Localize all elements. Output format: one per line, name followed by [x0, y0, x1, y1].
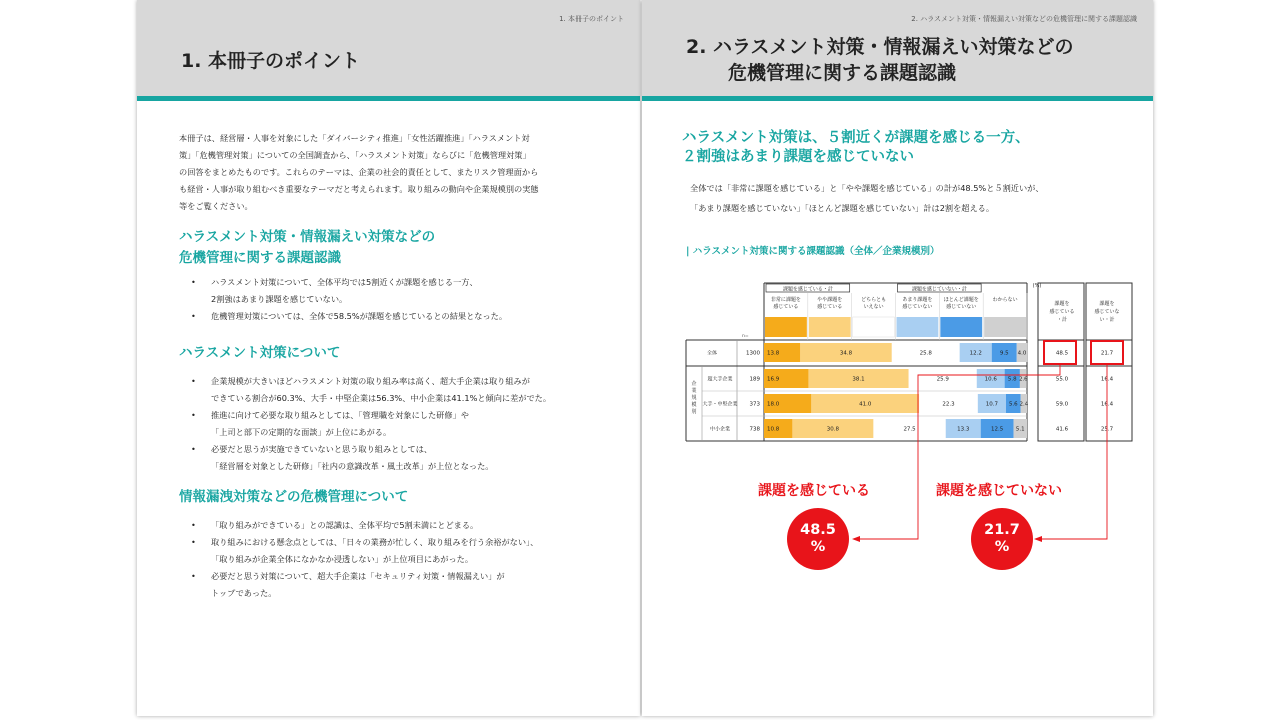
left-running-head: 1. 本冊子のポイント — [559, 15, 624, 23]
intro-line: 等をご覧ください。 — [179, 201, 253, 211]
heading-line: 危機管理に関する課題認識 — [179, 250, 341, 266]
category-label: 中小企業 — [709, 426, 731, 433]
left-page — [137, 0, 640, 716]
group-header-label: 課題を感じていない・計 — [911, 286, 967, 293]
list-item — [191, 274, 611, 308]
section-heading-harassment — [179, 343, 619, 364]
title-line: 2. ハラスメント対策・情報漏えい対策などの — [686, 36, 1074, 58]
series-header-label: いえない — [863, 304, 884, 310]
n-value: 373 — [749, 401, 760, 408]
data-label: 10.8 — [767, 426, 780, 433]
summary-header-label: 感じていな — [1094, 309, 1120, 315]
lead-line: 「あまり課題を感じていない」「ほとんど課題を感じていない」計は2割を超える。 — [690, 203, 995, 213]
connector-line — [1040, 364, 1107, 539]
data-label: 34.8 — [839, 350, 853, 357]
bullet-list-risk-management — [191, 274, 611, 325]
data-label: 5.1 — [1015, 426, 1025, 433]
summary-header-label: 課題を — [1054, 301, 1070, 307]
data-label: 16.9 — [767, 376, 780, 383]
intro-line: の回答をまとめたものです。これらのテーマは、企業の社会的責任として、またリスク管理面から — [179, 167, 539, 177]
data-label: 25.9 — [936, 376, 949, 383]
stacked-bar-chart — [642, 0, 1153, 716]
section-heading-information-leak — [179, 487, 619, 508]
category-label: 全体 — [706, 350, 718, 357]
data-label: 25.8 — [919, 350, 932, 357]
intro-line: 本冊子は、経営層・人事を対象にした「ダイバーシティ推進」「女性活躍推進」「ハラスメント対 — [179, 133, 530, 143]
connector-arrowhead — [1034, 536, 1042, 542]
callout-label-concerned: 課題を感じている — [758, 483, 870, 499]
circle-value: 21.7 — [984, 522, 1020, 538]
connector-line — [860, 364, 1060, 539]
series-swatch — [765, 317, 807, 337]
bullet-line: トップであった。 — [211, 588, 277, 598]
bullet-line: 「取り組みが企業全体になかなか浸透しない」が上位項目にあがった。 — [211, 554, 474, 564]
bullet-line: • 必要だと思う対策について、超大手企業は「セキュリティ対策・情報漏えい」が — [211, 571, 505, 581]
bullet-line: 「上司と部下の定期的な面談」が上位にあがる。 — [211, 427, 392, 437]
n-value: 738 — [749, 426, 760, 433]
callout-label-not-concerned: 課題を感じていない — [936, 483, 1062, 499]
lead-line: 全体では「非常に課題を感じている」と「やや課題を感じている」の計が48.5%と５割近いが、 — [690, 183, 1044, 193]
summary-value: 59.0 — [1055, 401, 1069, 408]
chart-title: | ハラスメント対策に関する課題認識（全体／企業規模別） — [686, 246, 940, 257]
summary-value: 16.4 — [1100, 401, 1114, 408]
bullet-line: 2割強はあまり課題を感じていない。 — [211, 294, 348, 304]
section-heading-risk-management — [179, 227, 619, 269]
series-header-label: 非常に課題を — [770, 297, 801, 303]
list-item — [191, 568, 611, 602]
series-header-label: あまり課題を — [902, 297, 933, 303]
data-label: 12.2 — [969, 350, 982, 357]
data-label: 22.3 — [942, 401, 955, 408]
summary-header-label: 課題を — [1099, 301, 1115, 307]
data-label: 30.8 — [826, 426, 840, 433]
series-header-label: やや課題を — [817, 297, 843, 303]
circle-unit: % — [810, 539, 826, 555]
series-header-label: 感じている — [817, 304, 843, 310]
side-label-char: 企 — [691, 381, 697, 387]
category-label: 超大手企業 — [707, 376, 733, 383]
list-item — [191, 517, 611, 534]
circle-concerned-total — [787, 508, 849, 570]
bullet-list-harassment — [191, 373, 611, 475]
intro-line: も経営・人事が取り組むべき重要なテーマだと考えられます。取り組みの動向や企業規模別の実態 — [179, 184, 539, 194]
left-page-title: 1. 本冊子のポイント — [181, 50, 361, 72]
list-item — [191, 534, 611, 568]
data-label: 38.1 — [852, 376, 865, 383]
data-label: 5.6 — [1008, 401, 1018, 408]
data-label: 41.0 — [859, 401, 872, 408]
bullet-line: • 推進に向けて必要な取り組みとしては、「管理職を対象にした研修」や — [211, 410, 469, 420]
bullet-line: • 危機管理対策については、全体で58.5%が課題を感じているとの結果となった。 — [211, 311, 508, 321]
data-label: 13.8 — [767, 350, 780, 357]
list-item — [191, 407, 611, 441]
right-page — [642, 0, 1153, 716]
summary-value: 55.0 — [1055, 376, 1069, 383]
series-header-label: 感じていない — [946, 304, 977, 310]
right-running-head: 2. ハラスメント対策・情報漏えい対策などの危機管理に関する課題認識 — [911, 15, 1137, 23]
intro-line: 策」「危機管理対策」についての全国調査から、「ハラスメント対策」ならびに「危機管理対策」 — [179, 150, 531, 160]
circle-value: 48.5 — [800, 522, 836, 538]
data-label: 2.6 — [1018, 376, 1028, 383]
series-swatch — [809, 317, 851, 337]
summary-header-label: ・計 — [1056, 317, 1068, 323]
list-item — [191, 373, 611, 407]
data-label: 9.5 — [999, 350, 1009, 357]
summary-header-label: 感じている — [1049, 309, 1075, 315]
data-label: 10.6 — [984, 376, 997, 383]
series-header-label: どちらとも — [861, 297, 887, 303]
n-value: 1300 — [746, 350, 760, 357]
series-swatch — [984, 317, 1026, 337]
bullet-line: 「経営層を対象とした研修」「社内の意識改革・風土改革」が上位となった。 — [211, 461, 494, 471]
summary-value: 48.5 — [1055, 350, 1069, 357]
series-header-label: 感じている — [773, 304, 799, 310]
bullet-line: • 必要だと思うが実施できていないと思う取り組みとしては、 — [211, 444, 433, 454]
data-label: 18.0 — [767, 401, 780, 408]
n-value: 189 — [749, 376, 760, 383]
bullet-line: • 取り組みにおける懸念点としては、「日々の業務が忙しく、取り組みを行う余裕がない」、 — [211, 537, 539, 547]
bullet-line: • 「取り組みができている」との認識は、全体平均で5割未満にとどまる。 — [211, 520, 479, 530]
group-header-label: 課題を感じている・計 — [782, 286, 833, 293]
series-header-label: ほとんど課題を — [943, 297, 979, 303]
heading-line: ハラスメント対策・情報漏えい対策などの — [179, 229, 436, 245]
left-page-header — [137, 0, 640, 101]
category-label: 大手・中堅企業 — [702, 401, 738, 408]
data-label: 12.5 — [991, 426, 1004, 433]
heading-line: 情報漏洩対策などの危機管理について — [179, 489, 409, 505]
side-label-char: 業 — [691, 388, 697, 394]
data-label: 4.0 — [1017, 350, 1027, 357]
bullet-line: • 企業規模が大きいほどハラスメント対策の取り組み率は高く、超大手企業は取り組みが — [211, 376, 530, 386]
summary-value: 21.7 — [1100, 350, 1114, 357]
series-header-label: 感じていない — [902, 304, 933, 310]
series-swatch — [897, 317, 939, 337]
data-label: 13.3 — [957, 426, 970, 433]
data-label: 27.5 — [903, 426, 916, 433]
title-line: 危機管理に関する課題認識 — [728, 62, 957, 84]
summary-value: 16.4 — [1100, 376, 1114, 383]
series-swatch — [853, 317, 895, 337]
unit-label: (%) — [1032, 283, 1042, 289]
n-label: n= — [742, 334, 749, 339]
summary-value: 41.6 — [1055, 426, 1069, 433]
side-label-char: 別 — [691, 409, 697, 415]
intro-paragraph — [179, 130, 609, 215]
bullet-line: • ハラスメント対策について、全体平均では5割近くが課題を感じる一方、 — [211, 277, 478, 287]
list-item — [191, 308, 611, 325]
series-swatch — [940, 317, 982, 337]
bullet-line: できている割合が60.3%、大手・中堅企業は56.3%、中小企業は41.1%と傾向に差がでた。 — [211, 393, 552, 403]
data-label: 10.7 — [985, 401, 999, 408]
circle-not-concerned-total — [971, 508, 1033, 570]
data-label: 5.8 — [1007, 376, 1017, 383]
bullet-list-information-leak — [191, 517, 611, 602]
circle-unit: % — [994, 539, 1010, 555]
side-label-char: 規 — [691, 395, 697, 401]
data-label: 2.4 — [1019, 401, 1029, 408]
heading-line: ハラスメント対策について — [179, 345, 341, 361]
connector-arrowhead — [852, 536, 860, 542]
side-label-char: 模 — [691, 402, 697, 408]
list-item — [191, 441, 611, 475]
headline-line: ハラスメント対策は、５割近くが課題を感じる一方、 — [682, 130, 1030, 146]
summary-value: 25.7 — [1100, 426, 1114, 433]
summary-header-label: い・計 — [1099, 317, 1115, 323]
series-header-label: わからない — [992, 297, 1018, 303]
headline-line: ２割強はあまり課題を感じていない — [682, 149, 914, 165]
